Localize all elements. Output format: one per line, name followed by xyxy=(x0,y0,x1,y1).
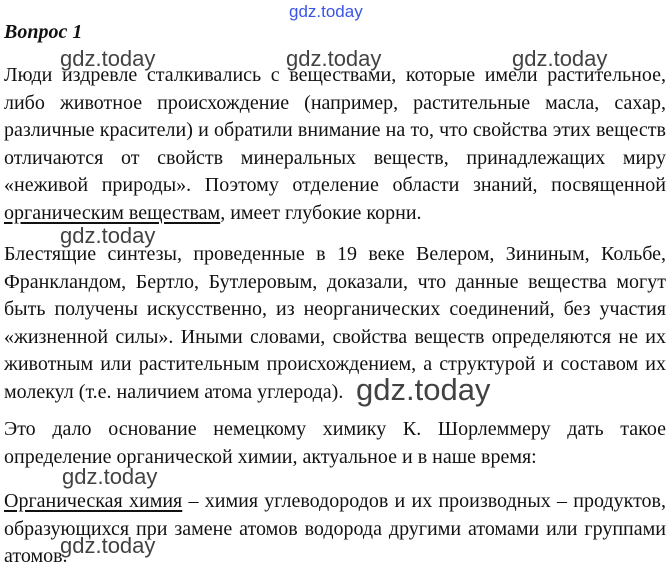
paragraph-4 xyxy=(4,488,666,571)
paragraph-1-text-end: , имеет глубокие корни. xyxy=(220,201,422,224)
watermark: gdz.today xyxy=(60,533,156,558)
paragraph-1-text-start: Люди издревле сталкивались с веществами, которые имели растительное, либо животное происхождение (например, растительные масла, сахар, различные красители) и обратили внимание на то, что свойства этих веществ отличаются от свойств минеральных веществ, принадлежащих миру «неживой природы». Поэтому отделение области знаний, посвященной xyxy=(4,64,666,196)
question-title: Вопрос 1 xyxy=(4,21,83,43)
watermark: gdz.today xyxy=(512,46,608,71)
paragraph-1-underlined-term: органическим веществам xyxy=(4,201,221,224)
watermark: gdz.today xyxy=(60,223,156,248)
watermark-top: gdz.today xyxy=(289,2,363,21)
watermark: gdz.today xyxy=(286,46,382,71)
watermark: gdz.today xyxy=(60,46,156,71)
paragraph-1 xyxy=(4,62,666,227)
paragraph-2: Блестящие синтезы, проведенные в 19 веке Велером, Зининым, Кольбе, Франкландом, Бертло, Бутлеровым, доказали, что данные вещества могут быть получены искусственно, из неорганических соединений, без участия «жизненной силы». Иными словами, свойства веществ определяются не их животным или растительным происхождением, а структурой и составом их молекул (т.е. наличием атома углерода). xyxy=(4,243,666,403)
watermark: gdz.today xyxy=(62,464,158,489)
paragraph-4-underlined-term: Органическая химия xyxy=(4,490,183,512)
paragraph-3: Это дало основание немецкому химику К. Шорлеммеру дать такое определение органической химии, актуальное и в наше время: xyxy=(4,418,666,468)
paragraph-4-text: – химия углеводородов и их производных – продуктов, образующихся при замене атомов водорода другими атомами или группами атомов. xyxy=(4,490,666,567)
watermark: gdz.today xyxy=(356,372,491,407)
